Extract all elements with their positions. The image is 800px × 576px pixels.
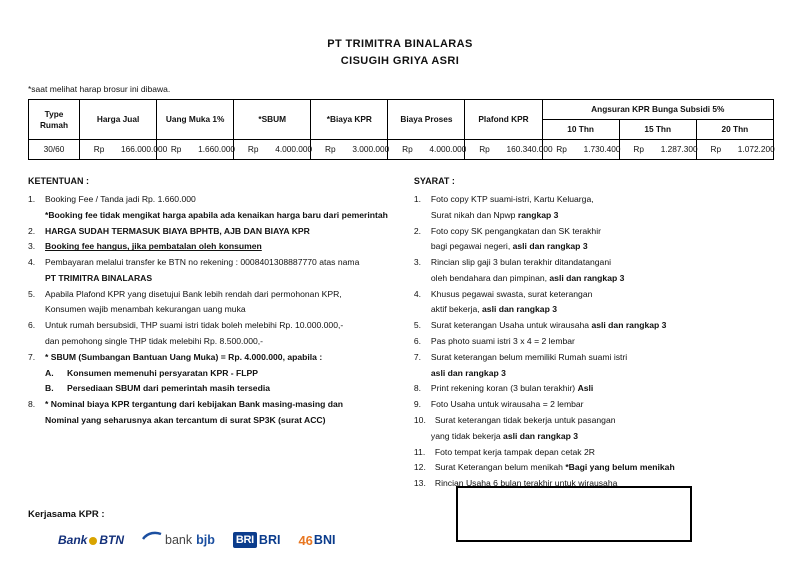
cell-harga-jual: 166.000.000: [118, 140, 157, 160]
ketentuan-item: [28, 225, 406, 238]
cell-thn10-currency: Rp: [542, 140, 581, 160]
cell-biaya-kpr: 3.000.000: [349, 140, 388, 160]
syarat-item: [414, 319, 774, 332]
ketentuan-item: [28, 240, 406, 253]
syarat-item-text: Surat keterangan belum memiliki Rumah suami istri: [430, 351, 628, 362]
ketentuan-item: [28, 351, 406, 364]
header-20-thn: 20 Thn: [696, 120, 773, 140]
syarat-item-text: Surat keterangan Usaha untuk wirausaha asli dan rangkap 3: [430, 320, 667, 331]
ketentuan-item-text: PT TRIMITRA BINALARAS: [45, 272, 153, 283]
header-angsuran: Angsuran KPR Bunga Subsidi 5%: [542, 100, 773, 120]
syarat-item: [414, 335, 774, 348]
ketentuan-list: [28, 193, 406, 427]
project-name: CISUGIH GRIYA ASRI: [340, 55, 460, 67]
company-name: PT TRIMITRA BINALARAS: [327, 38, 473, 50]
syarat-item-number: 12.: [413, 462, 426, 473]
ketentuan-item-text: * SBUM (Sumbangan Bantuan Uang Muka) = Rp. 4.000.000, apabila :: [45, 351, 323, 362]
cell-uang-muka-currency: Rp: [157, 140, 196, 160]
syarat-item: [414, 225, 774, 238]
syarat-item-number: [414, 272, 431, 285]
ketentuan-item-number: 6.: [28, 320, 36, 331]
syarat-item-text: Foto Usaha untuk wirausaha = 2 lembar: [430, 399, 584, 410]
syarat-item-number: [414, 367, 431, 380]
ketentuan-item-text: Apabila Plafond KPR yang disetujui Bank lebih rendah dari permohonan KPR,: [45, 288, 342, 299]
ketentuan-item: [28, 319, 406, 332]
ketentuan-item: [28, 272, 406, 285]
bni-logo-mark-icon: 46: [298, 532, 313, 548]
cell-biaya-proses-currency: Rp: [388, 140, 427, 160]
syarat-item: [414, 414, 774, 427]
syarat-item-text: Foto tempat kerja tampak depan cetak 2R: [434, 446, 595, 457]
syarat-item-emphasis: asli dan rangkap 3: [482, 304, 558, 315]
cell-thn20-currency: Rp: [696, 140, 735, 160]
ketentuan-letter-text: Konsumen memenuhi persyaratan KPR - FLPP: [67, 367, 259, 378]
price-table: [28, 99, 774, 160]
bjb-logo-bank-text: bank: [165, 533, 193, 547]
syarat-item: [414, 382, 774, 395]
syarat-item: [414, 256, 774, 269]
syarat-item-text: Pas photo suami istri 3 x 4 = 2 lembar: [430, 336, 575, 347]
syarat-item-text: bagi pegawai negeri, asli dan rangkap 3: [430, 241, 588, 252]
syarat-item-number: 10.: [413, 414, 426, 425]
syarat-item-emphasis: asli dan rangkap 3: [430, 367, 506, 378]
syarat-item-text: Foto copy KTP suami-istri, Kartu Keluarga,: [430, 194, 594, 204]
table-header-row-1: [29, 100, 774, 120]
terms-columns: [26, 176, 774, 493]
ketentuan-item-text: HARGA SUDAH TERMASUK BIAYA BPHTB, AJB DAN BIAYA KPR: [45, 225, 310, 236]
ketentuan-item-text: dan pemohong single THP tidak melebihi Rp. 8.500.000,-: [45, 336, 264, 347]
partners-title: Kerjasama KPR :: [28, 509, 105, 520]
header-plafond-kpr: Plafond KPR: [465, 100, 542, 140]
ketentuan-item-number: 2.: [28, 225, 36, 236]
ketentuan-item: [28, 209, 406, 222]
syarat-item-number: 13.: [413, 478, 426, 489]
syarat-item-number: 2.: [413, 225, 422, 236]
syarat-item-emphasis: asli dan rangkap 3: [591, 320, 667, 331]
syarat-item-text: Rincian slip gaji 3 bulan terakhir ditandatangani: [430, 257, 612, 268]
cell-thn15: 1.287.300: [658, 140, 697, 160]
ketentuan-letter-marker: A.: [45, 367, 54, 378]
cell-harga-jual-currency: Rp: [80, 140, 119, 160]
syarat-item-text: yang tidak bekerja asli dan rangkap 3: [430, 430, 579, 441]
ketentuan-letter-item: [28, 367, 406, 380]
cell-plafond-currency: Rp: [465, 140, 504, 160]
ketentuan-item-text: * Nominal biaya KPR tergantung dari kebijakan Bank masing-masing dan: [45, 399, 343, 410]
btn-logo-dot-icon: [89, 537, 97, 545]
syarat-item-number: 6.: [413, 336, 422, 347]
syarat-item: [414, 430, 774, 443]
syarat-item-number: 8.: [413, 383, 422, 394]
syarat-item: [414, 461, 774, 474]
ketentuan-item-text: Pembayaran melalui transfer ke BTN no rekening : 0008401308887770 atas nama: [45, 257, 360, 268]
syarat-item-emphasis: Asli: [577, 383, 594, 394]
syarat-item-text: oleh bendahara dan pimpinan, asli dan rangkap 3: [430, 272, 625, 283]
syarat-item-emphasis: asli dan rangkap 3: [503, 430, 579, 441]
ketentuan-item-number: 1.: [28, 194, 36, 204]
ketentuan-item: [28, 288, 406, 301]
ketentuan-item-text: Booking Fee / Tanda jadi Rp. 1.660.000: [45, 194, 196, 204]
ketentuan-item-text: Konsumen wajib menambah kekurangan uang muka: [45, 304, 246, 315]
cell-sbum-currency: Rp: [234, 140, 273, 160]
syarat-item-emphasis: asli dan rangkap 3: [512, 241, 588, 252]
bank-logos: [28, 532, 368, 548]
cell-uang-muka: 1.660.000: [195, 140, 234, 160]
document-header: [26, 36, 774, 70]
syarat-item: [414, 446, 774, 459]
ketentuan-item-number: [28, 272, 45, 285]
header-harga-jual: Harga Jual: [80, 100, 157, 140]
ketentuan-item-text: Nominal yang seharusnya akan tercantum di surat SP3K (surat ACC): [45, 414, 326, 425]
syarat-item-emphasis: *Bagi yang belum menikah: [565, 462, 675, 473]
ketentuan-item-text: *Booking fee tidak mengikat harga apabila ada kenaikan harga baru dari pemerintah: [45, 209, 388, 220]
ketentuan-item-text: Untuk rumah bersubsidi, THP suami istri tidak boleh melebihi Rp. 10.000.000,-: [45, 320, 344, 331]
syarat-item-text: Print rekening koran (3 bulan terakhir) Asli: [430, 383, 594, 394]
cell-type: 30/60: [29, 140, 80, 160]
btn-logo-btn-text: BTN: [99, 533, 125, 547]
syarat-title: SYARAT :: [413, 176, 455, 186]
syarat-item-number: 9.: [413, 399, 422, 410]
bni-logo-text: BNI: [313, 533, 336, 547]
syarat-item-number: [414, 240, 431, 253]
syarat-item-text: Surat keterangan tidak bekerja untuk pasangan: [434, 414, 616, 425]
bjb-logo-bjb-text: bjb: [196, 533, 215, 547]
bri-logo-mark-icon: BRI: [233, 532, 257, 548]
ketentuan-item-number: [28, 209, 45, 222]
header-15-thn: 15 Thn: [619, 120, 696, 140]
header-10-thn: 10 Thn: [542, 120, 619, 140]
ketentuan-item: [28, 193, 406, 206]
ketentuan-item-number: [28, 335, 45, 348]
syarat-item-text: Surat nikah dan Npwp rangkap 3: [430, 209, 559, 220]
syarat-item-emphasis: rangkap 3: [517, 209, 559, 220]
table-row: [29, 140, 774, 160]
ketentuan-item-number: 3.: [28, 241, 36, 252]
ketentuan-item-number: 5.: [28, 288, 36, 299]
syarat-item-number: [414, 303, 431, 316]
syarat-list: [414, 193, 774, 490]
syarat-item-text: Surat Keterangan belum menikah *Bagi yang belum menikah: [434, 462, 675, 473]
syarat-column: [406, 176, 774, 493]
bjb-swoosh-icon: [142, 530, 162, 540]
bri-logo-text: BRI: [258, 533, 281, 547]
ketentuan-item: [28, 303, 406, 316]
syarat-item-text: Foto copy SK pengangkatan dan SK terakhir: [430, 225, 601, 236]
syarat-item-text: Khusus pegawai swasta, surat keterangan: [430, 288, 593, 299]
header-uang-muka: Uang Muka 1%: [157, 100, 234, 140]
cell-biaya-kpr-currency: Rp: [311, 140, 350, 160]
ketentuan-item-number: [28, 303, 45, 316]
syarat-item: [414, 351, 774, 364]
ketentuan-item-number: [28, 414, 45, 427]
syarat-item: [414, 398, 774, 411]
ketentuan-column: [26, 176, 406, 493]
syarat-item: [414, 209, 774, 222]
bjb-logo: [142, 533, 215, 547]
syarat-item-text: aktif bekerja, asli dan rangkap 3: [430, 304, 558, 315]
header-biaya-kpr: *Biaya KPR: [311, 100, 388, 140]
ketentuan-letter-item: [28, 382, 406, 395]
ketentuan-item: [28, 335, 406, 348]
ketentuan-letter-text: Persediaan SBUM dari pemerintah masih tersedia: [67, 383, 270, 394]
header-type: Type Rumah: [29, 100, 80, 140]
header-sbum: *SBUM: [234, 100, 311, 140]
cell-thn10: 1.730.400: [581, 140, 620, 160]
syarat-item: [414, 193, 774, 206]
bni-logo: [298, 533, 335, 548]
btn-logo: [58, 533, 124, 547]
ketentuan-item: [28, 414, 406, 427]
syarat-item-number: 7.: [413, 351, 422, 362]
cell-thn15-currency: Rp: [619, 140, 658, 160]
syarat-item-number: 5.: [413, 320, 422, 331]
syarat-item-number: 4.: [413, 288, 422, 299]
syarat-item-number: 11.: [413, 446, 426, 457]
cell-thn20: 1.072.200: [735, 140, 774, 160]
syarat-item: [414, 272, 774, 285]
syarat-item-text: Rincian Usaha 6 bulan terakhir untuk wirausaha: [434, 478, 618, 489]
cell-sbum: 4.000.000: [272, 140, 311, 160]
bri-logo: [233, 532, 281, 548]
syarat-item-number: [414, 430, 431, 443]
cell-plafond: 160.340.000: [504, 140, 543, 160]
syarat-item-number: 3.: [413, 257, 422, 268]
syarat-item: [414, 303, 774, 316]
ketentuan-item-number: 8.: [28, 399, 36, 410]
ketentuan-item: [28, 398, 406, 411]
ketentuan-item: [28, 256, 406, 269]
btn-logo-bank-text: Bank: [58, 533, 88, 547]
ketentuan-item-number: 7.: [28, 351, 36, 362]
ketentuan-item-text: Booking fee hangus, jika pembatalan oleh konsumen: [45, 241, 262, 252]
ketentuan-item-number: 4.: [28, 257, 36, 268]
syarat-item: [414, 240, 774, 253]
syarat-item-number: [414, 209, 431, 222]
ketentuan-letter-marker: B.: [45, 383, 54, 394]
header-biaya-proses: Biaya Proses: [388, 100, 465, 140]
syarat-item-text: [431, 367, 774, 380]
syarat-item-emphasis: asli dan rangkap 3: [549, 272, 625, 283]
signature-box: [456, 486, 692, 542]
cell-biaya-proses: 4.000.000: [426, 140, 465, 160]
syarat-item-number: 1.: [413, 194, 422, 204]
syarat-item: [414, 288, 774, 301]
ketentuan-title: KETENTUAN :: [28, 176, 89, 186]
brochure-note: *saat melihat harap brosur ini dibawa.: [28, 84, 171, 94]
partners-section: [28, 509, 368, 548]
syarat-item: [414, 367, 774, 380]
